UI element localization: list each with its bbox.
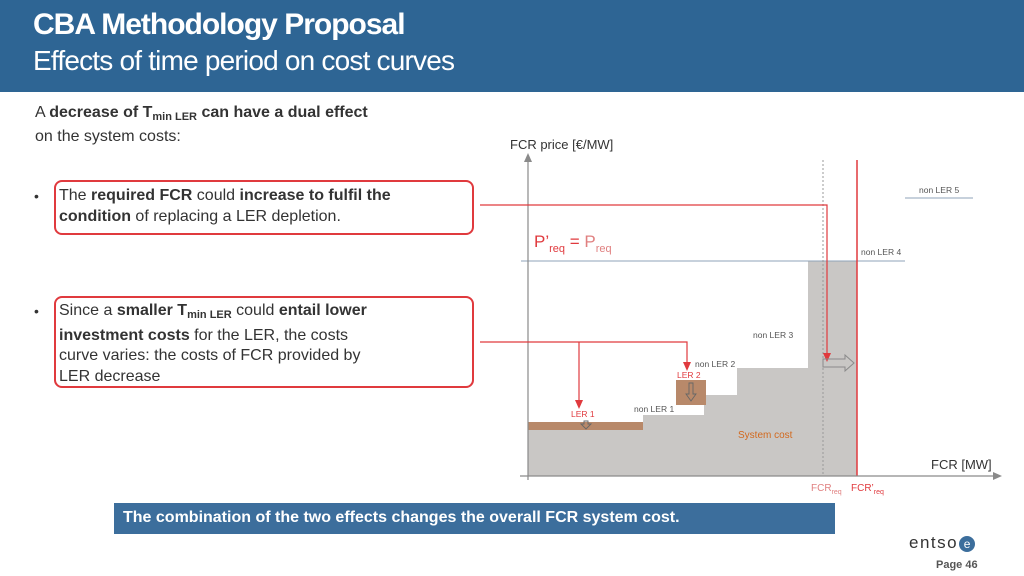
fcr-req-prime-main: FCR’ — [851, 483, 874, 494]
header-bar — [0, 0, 1024, 92]
b2-b2: entail lower — [278, 302, 367, 319]
b2-sub1: min LER — [187, 309, 232, 321]
label-non-ler-5: non LER 5 — [919, 185, 960, 195]
slide-subtitle: Effects of time period on cost curves — [33, 45, 455, 76]
fcr-req-prime-label — [851, 483, 884, 496]
page-number: Page 46 — [936, 559, 978, 571]
b1-b2: increase to fulfil the — [239, 187, 391, 204]
y-axis-label: FCR price [€/MW] — [510, 137, 614, 152]
cost-curve-diagram — [480, 130, 1010, 505]
system-cost-area — [528, 261, 857, 476]
conclusion-text: The combination of the two effects changes the overall FCR system cost. — [123, 509, 680, 526]
b1-t3: of replacing a LER depletion. — [130, 207, 341, 225]
x-axis-label: FCR [MW] — [931, 457, 992, 472]
bullet-dot-2: • — [34, 303, 39, 319]
label-non-ler-1: non LER 1 — [634, 404, 675, 414]
b2-b1: smaller T — [116, 302, 188, 319]
label-system-cost: System cost — [738, 430, 793, 441]
intro-text — [35, 103, 475, 147]
b1-b1: required FCR — [91, 187, 193, 204]
connector-2 — [480, 342, 687, 365]
intro-bold2: can have a dual effect — [197, 104, 368, 121]
preq-prime: P’ — [534, 232, 550, 251]
b1-b3: condition — [59, 207, 131, 225]
bullet-dot-1: • — [34, 188, 39, 204]
b2-b3: investment costs — [59, 326, 190, 344]
intro-line2: on the system costs: — [35, 128, 181, 145]
preq-sub: req — [595, 243, 612, 255]
b2-line3: curve varies: the costs of FCR provided by — [59, 347, 361, 364]
preq: P — [584, 232, 596, 251]
bullet-text-2 — [59, 301, 469, 387]
x-axis-arrow — [993, 472, 1002, 480]
b2-t3: for the LER, the costs — [189, 326, 349, 344]
intro-part1: A — [35, 104, 50, 121]
fcr-req-label — [811, 483, 842, 496]
label-non-ler-4: non LER 4 — [861, 247, 902, 257]
b1-t2: could — [192, 187, 240, 204]
logo-e-icon: e — [959, 536, 975, 552]
logo-text: entso — [909, 533, 959, 552]
b2-t1: Since a — [59, 302, 117, 319]
fcr-req-main: FCR — [811, 483, 832, 494]
entsoe-logo — [909, 533, 975, 553]
b2-line4: LER decrease — [59, 367, 161, 385]
y-axis-arrow — [524, 153, 532, 162]
preq-prime-sub: req — [549, 243, 566, 255]
preq-equation — [534, 232, 612, 255]
slide-title: CBA Methodology Proposal — [33, 8, 405, 41]
b1-t1: The — [59, 187, 92, 204]
connector-3-arrowhead — [575, 400, 583, 409]
b2-t2: could — [231, 302, 279, 319]
label-ler-1: LER 1 — [571, 409, 595, 419]
label-non-ler-3: non LER 3 — [753, 330, 794, 340]
preq-equals: = — [565, 232, 585, 251]
bullet-text-1 — [59, 186, 469, 227]
fcr-req-prime-sub: req — [873, 489, 884, 496]
fcr-req-sub: req — [831, 489, 842, 496]
label-non-ler-2: non LER 2 — [695, 359, 736, 369]
intro-bold1: decrease of T — [49, 104, 153, 121]
intro-sub1: min LER — [152, 111, 198, 123]
label-ler-2: LER 2 — [677, 370, 701, 380]
